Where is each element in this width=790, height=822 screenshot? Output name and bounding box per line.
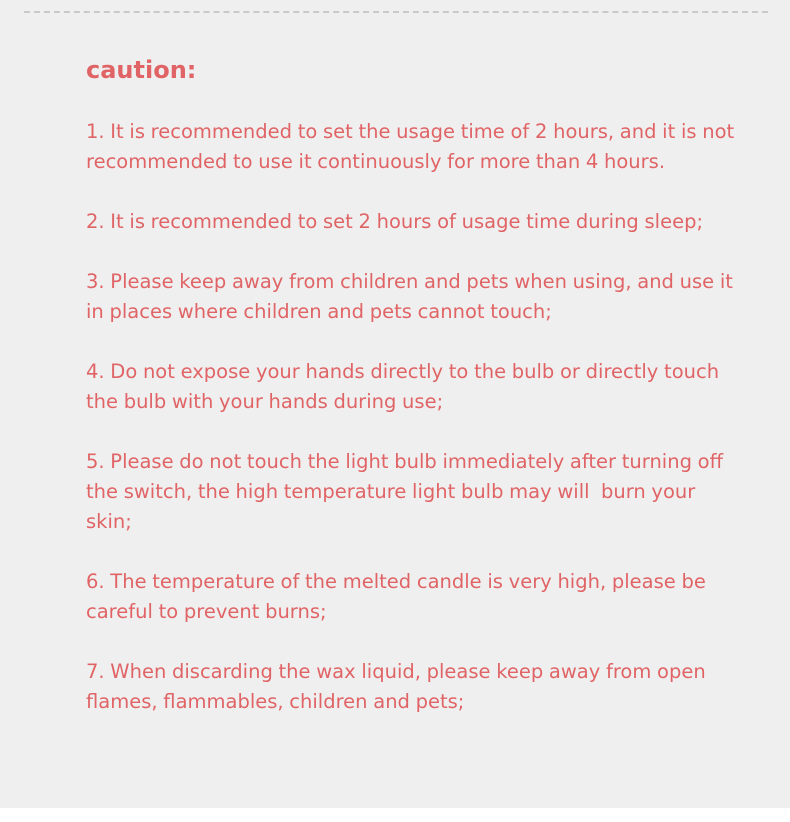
caution-list [86, 117, 740, 747]
caution-item-3: 3. Please keep away from children and pets when using, and use it in places where children and pets cannot touch; [86, 270, 739, 323]
caution-item-7: 7. When discarding the wax liquid, please keep away from open flames, flammables, children and pets; [86, 660, 712, 713]
dashed-divider [24, 11, 768, 13]
caution-item-2: 2. It is recommended to set 2 hours of usage time during sleep; [86, 210, 704, 233]
caution-item-5: 5. Please do not touch the light bulb immediately after turning off the switch, the high temperature light bulb may will burn your skin; [86, 450, 729, 533]
caution-heading: caution: [86, 56, 197, 84]
caution-item-1: 1. It is recommended to set the usage time of 2 hours, and it is not recommended to use it continuously for more than 4 hours. [86, 120, 740, 173]
caution-item-4: 4. Do not expose your hands directly to the bulb or directly touch the bulb with your hands during use; [86, 360, 725, 413]
caution-item-6: 6. The temperature of the melted candle is very high, please be careful to prevent burns; [86, 570, 712, 623]
